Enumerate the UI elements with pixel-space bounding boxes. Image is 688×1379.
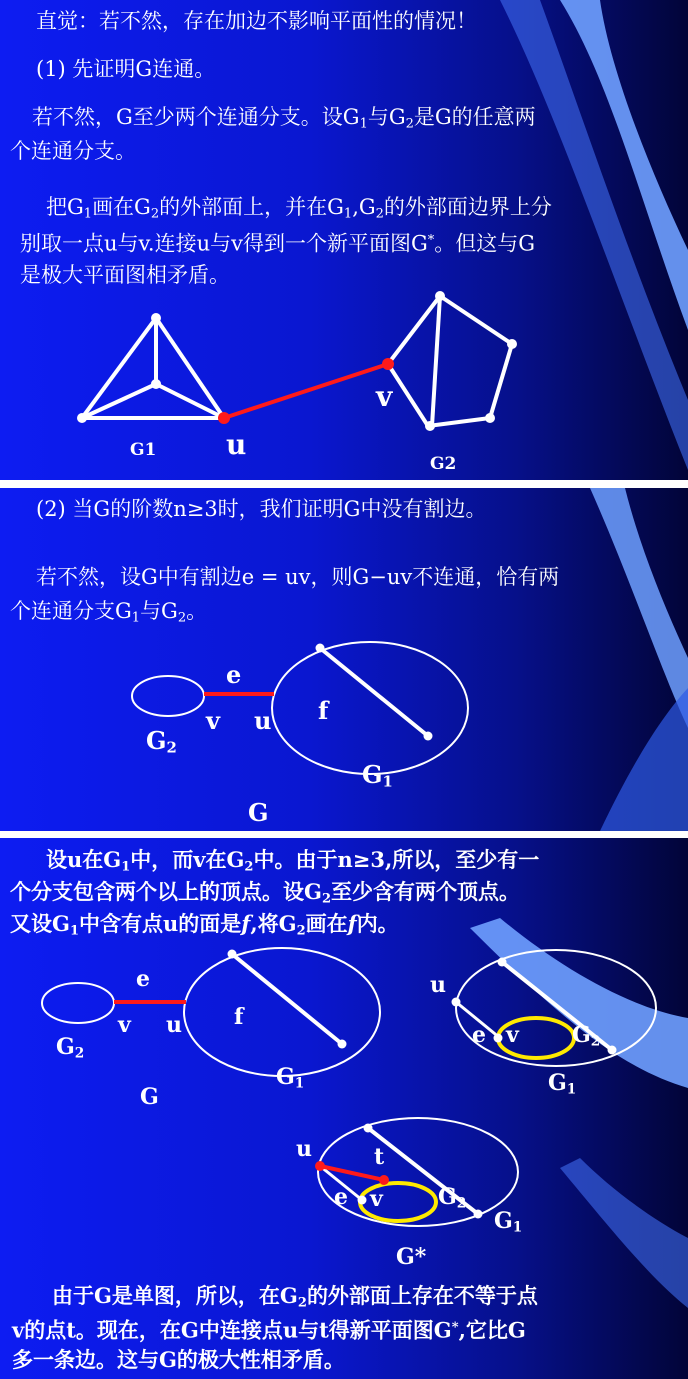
label-g2: G2 bbox=[430, 454, 457, 474]
label-G1-bottom: $G_1$ bbox=[494, 1208, 523, 1236]
paragraph-2-line-2: 别取一点u与v.连接u与v得到一个新平面图G*。但这与G bbox=[20, 231, 536, 256]
label-G2-left: $G_2$ bbox=[56, 1034, 85, 1062]
heading: 直觉：若不然，存在加边不影响平面性的情况！ bbox=[36, 9, 477, 33]
label-v-right: v bbox=[506, 1022, 519, 1048]
label-v-left: v bbox=[118, 1012, 131, 1038]
paragraph-2-line-1: 把$G_1$画在$G_2$的外部面上，并在$G_1,G_2$的外部面边界上分 bbox=[46, 195, 552, 222]
label-u-left: u bbox=[166, 1012, 182, 1038]
vertex-v bbox=[382, 358, 394, 370]
label-e-left: e bbox=[136, 966, 150, 992]
paragraph-1-line-2: 个连通分支。 bbox=[10, 139, 136, 163]
label-e: e bbox=[226, 660, 242, 689]
line-1: 设u在$G_1$中，而v在$G_2$中。由于n≥3,所以，至少有一 bbox=[46, 847, 540, 875]
label-G2-right: $G_2$ bbox=[572, 1022, 601, 1050]
slide-maximality bbox=[0, 838, 688, 1379]
step-2: (2) 当G的阶数n≥3时，我们证明G中没有割边。 bbox=[36, 497, 487, 521]
line-2: 个分支包含两个以上的顶点。设$G_2$至少含有两个顶点。 bbox=[10, 879, 520, 907]
label-Gstar: G* bbox=[396, 1244, 427, 1270]
paragraph-line-1: 若不然，设G中有割边e = uv，则G−uv不连通，恰有两 bbox=[36, 565, 560, 589]
step-1: (1) 先证明G连通。 bbox=[36, 57, 216, 81]
label-u: u bbox=[226, 428, 247, 461]
edge-uv bbox=[224, 364, 388, 418]
label-g1: G1 bbox=[130, 440, 157, 460]
paragraph-2-line-3: 是极大平面图相矛盾。 bbox=[20, 263, 230, 287]
slide-no-cut-edge bbox=[0, 488, 688, 831]
slide-connectivity bbox=[0, 0, 688, 480]
figure-cut-edge bbox=[0, 488, 688, 831]
label-G1: $G_1$ bbox=[362, 760, 393, 791]
label-u-bottom: u bbox=[296, 1136, 312, 1162]
label-e-right: e bbox=[472, 1022, 486, 1048]
conclusion-line-2: v的点t。现在，在G中连接点u与t得新平面图G*,它比G bbox=[12, 1317, 526, 1343]
paragraph-1-line-1: 若不然，G至少两个连通分支。设$G_1$与$G_2$是G的任意两 bbox=[32, 105, 536, 132]
label-G1-left: $G_1$ bbox=[276, 1064, 305, 1092]
label-G-left: G bbox=[140, 1084, 159, 1110]
line-3: 又设$G_1$中含有点u的面是f,将$G_2$画在f内。 bbox=[10, 911, 399, 939]
label-e-bottom: e bbox=[334, 1184, 348, 1210]
label-v: v bbox=[376, 380, 393, 413]
label-v: v bbox=[206, 706, 220, 735]
label-u: u bbox=[254, 706, 272, 735]
vertex-u bbox=[218, 412, 230, 424]
label-G1-right: $G_1$ bbox=[548, 1070, 577, 1098]
conclusion-line-3: 多一条边。这与G的极大性相矛盾。 bbox=[12, 1347, 345, 1372]
label-G: G bbox=[248, 798, 269, 827]
label-u-right: u bbox=[430, 972, 446, 998]
label-v-bottom: v bbox=[370, 1186, 383, 1212]
conclusion-line-1: 由于G是单图，所以，在$G_2$的外部面上存在不等于点 bbox=[52, 1283, 538, 1311]
label-f-left: f bbox=[234, 1004, 244, 1030]
paragraph-line-2: 个连通分支$G_1$与$G_2$。 bbox=[10, 599, 208, 626]
label-f: f bbox=[318, 696, 329, 725]
label-G2-bottom: $G_2$ bbox=[438, 1184, 467, 1212]
label-G2: $G_2$ bbox=[146, 726, 177, 757]
figure-disconnected-graph bbox=[0, 0, 688, 480]
label-t-bottom: t bbox=[374, 1144, 385, 1170]
